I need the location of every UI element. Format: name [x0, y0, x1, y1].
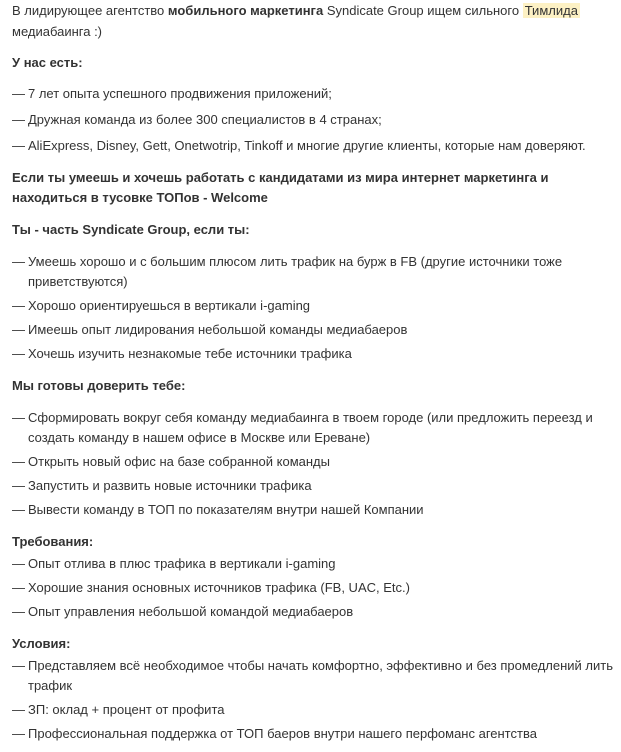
list-conditions — [12, 656, 617, 744]
section-title-conditions: Условия: — [12, 636, 71, 651]
intro-text: медиабаинга :) — [12, 24, 103, 39]
dash-bullet: — — [12, 580, 25, 595]
list-item — [12, 408, 617, 448]
list-item-text: Имеешь опыт лидирования небольшой команды медиабаеров — [28, 322, 408, 337]
list-item — [12, 452, 617, 472]
list-item-text: ЗП: оклад + процент от профита — [28, 702, 225, 717]
list-item — [12, 724, 617, 744]
dash-bullet: — — [12, 454, 25, 469]
list-item-text: Хорошо ориентируешься в вертикали i-gaming — [28, 298, 311, 313]
dash-bullet: — — [12, 478, 25, 493]
dash-bullet: — — [12, 726, 25, 741]
list-item-text: Умеешь хорошо и с большим плюсом лить трафик на бурж в FB (другие источники тоже приветствуются) — [28, 254, 563, 289]
list-item — [12, 500, 617, 520]
section-title-requirements: Требования: — [12, 534, 94, 549]
list-item-text: Сформировать вокруг себя команду медиабаинга в твоем городе (или предложить переезд и создать команду в нашем офисе в Москве или Ереване) — [28, 410, 593, 445]
list-item-text: Хорошие знания основных источников трафика (FB, UAC, Etc.) — [28, 580, 410, 595]
intro-paragraph — [12, 0, 617, 42]
list-item-text: AliExpress, Disney, Gett, Onetwotrip, Tinkoff и многие другие клиенты, которые нам доверяют. — [28, 138, 586, 153]
list-item — [12, 656, 617, 696]
section-title-you-are: Ты - часть Syndicate Group, если ты: — [12, 222, 250, 237]
list-item — [12, 554, 617, 574]
intro-text: В лидирующее агентство — [12, 3, 168, 18]
dash-bullet: — — [12, 410, 25, 425]
section-title-have: У нас есть: — [12, 55, 83, 70]
list-you-are — [12, 252, 617, 364]
section-title-trust: Мы готовы доверить тебе: — [12, 378, 186, 393]
list-item-text: Дружная команда из более 300 специалистов в 4 странах; — [28, 112, 382, 127]
section-title-welcome: Если ты умеешь и хочешь работать с кандидатами из мира интернет маркетинга и находиться в тусовке ТОПов - Welcome — [12, 170, 549, 205]
dash-bullet: — — [12, 658, 25, 673]
list-item — [12, 252, 617, 292]
highlighted-word: Тимлида — [524, 3, 578, 18]
dash-bullet: — — [12, 86, 25, 101]
list-item — [12, 700, 617, 720]
list-item — [12, 110, 617, 130]
list-have — [12, 84, 617, 156]
dash-bullet: — — [12, 346, 25, 361]
list-item — [12, 296, 617, 316]
list-item-text: 7 лет опыта успешного продвижения приложений; — [28, 86, 332, 101]
dash-bullet: — — [12, 322, 25, 337]
list-item-text: Опыт отлива в плюс трафика в вертикали i-gaming — [28, 556, 336, 571]
list-item-text: Профессиональная поддержка от ТОП баеров внутри нашего перфоманс агентства — [28, 726, 537, 741]
list-trust — [12, 408, 617, 520]
list-item-text: Вывести команду в ТОП по показателям внутри нашей Компании — [28, 502, 424, 517]
list-item-text: Запустить и развить новые источники трафика — [28, 478, 312, 493]
list-item-text: Хочешь изучить незнакомые тебе источники трафика — [28, 346, 352, 361]
dash-bullet: — — [12, 556, 25, 571]
intro-bold-text: мобильного маркетинга — [167, 3, 324, 18]
list-item-text: Представляем всё необходимое чтобы начать комфортно, эффективно и без промедлений лить трафик — [28, 658, 614, 693]
dash-bullet: — — [12, 702, 25, 717]
list-item — [12, 476, 617, 496]
intro-text: Syndicate Group ищем сильного — [323, 3, 523, 18]
dash-bullet: — — [12, 298, 25, 313]
list-item — [12, 84, 617, 104]
dash-bullet: — — [12, 112, 25, 127]
list-item — [12, 136, 617, 156]
list-requirements — [12, 554, 617, 622]
dash-bullet: — — [12, 254, 25, 269]
list-item — [12, 344, 617, 364]
list-item — [12, 578, 617, 598]
dash-bullet: — — [12, 138, 25, 153]
list-item-text: Открыть новый офис на базе собранной команды — [28, 454, 330, 469]
dash-bullet: — — [12, 502, 25, 517]
list-item — [12, 602, 617, 622]
list-item-text: Опыт управления небольшой командой медиабаеров — [28, 604, 354, 619]
dash-bullet: — — [12, 604, 25, 619]
list-item — [12, 320, 617, 340]
